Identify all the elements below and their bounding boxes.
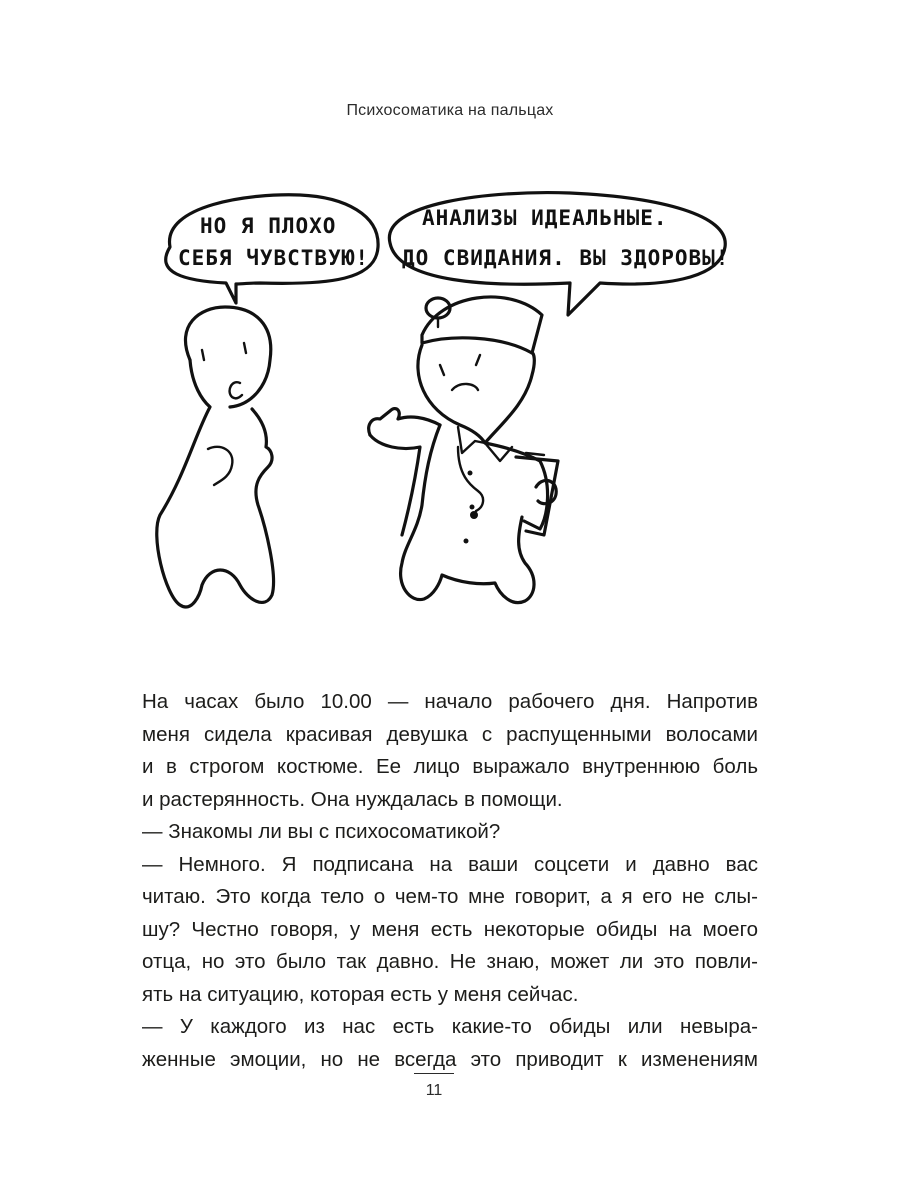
doctor-figure <box>369 297 558 603</box>
body-line-12: женные эмоции, но не всегда это приводит к изменениям <box>142 1047 758 1071</box>
body-line-4: и растерянность. Она нуждалась в помощи. <box>142 787 563 811</box>
footer-rule <box>414 1073 454 1074</box>
body-text <box>142 686 758 1076</box>
body-line-8: шу? Честно говоря, у меня есть некоторые обиды на моего <box>142 917 758 941</box>
body-line-10: ять на ситуацию, которая есть у меня сейчас. <box>142 982 579 1006</box>
cartoon-svg <box>140 185 740 625</box>
body-line-3: и в строгом костюме. Ее лицо выражало внутреннюю боль <box>142 755 758 778</box>
doctor-bubble-line-2: ДО СВИДАНИЯ. ВЫ ЗДОРОВЫ! <box>402 246 730 270</box>
body-line-5: — Знакомы ли вы с психосоматикой? <box>142 820 501 843</box>
body-line-9: отца, но это было так давно. Не знаю, может ли это повли- <box>142 950 758 973</box>
patient-bubble-line-1: НО Я ПЛОХО <box>200 214 337 238</box>
patient-speech-bubble <box>166 195 378 303</box>
page-number: 11 <box>425 1082 443 1099</box>
doctor-bubble-line-1: АНАЛИЗЫ ИДЕАЛЬНЫЕ. <box>422 206 668 230</box>
body-line-6: — Немного. Я подписана на ваши соцсети и давно вас <box>142 852 758 876</box>
patient-figure <box>157 307 274 607</box>
running-header: Психосоматика на пальцах <box>346 102 554 119</box>
body-line-7: читаю. Это когда тело о чем-то мне говорит, а я его не слы- <box>142 885 758 908</box>
patient-bubble-line-2: СЕБЯ ЧУВСТВУЮ! <box>178 246 370 270</box>
body-line-11: — У каждого из нас есть какие-то обиды или невыра- <box>142 1015 758 1038</box>
cartoon-illustration <box>140 185 740 625</box>
body-line-2: меня сидела красивая девушка с распущенными волосами <box>142 722 758 746</box>
body-line-1: На часах было 10.00 — начало рабочего дня. Напротив <box>142 690 758 713</box>
